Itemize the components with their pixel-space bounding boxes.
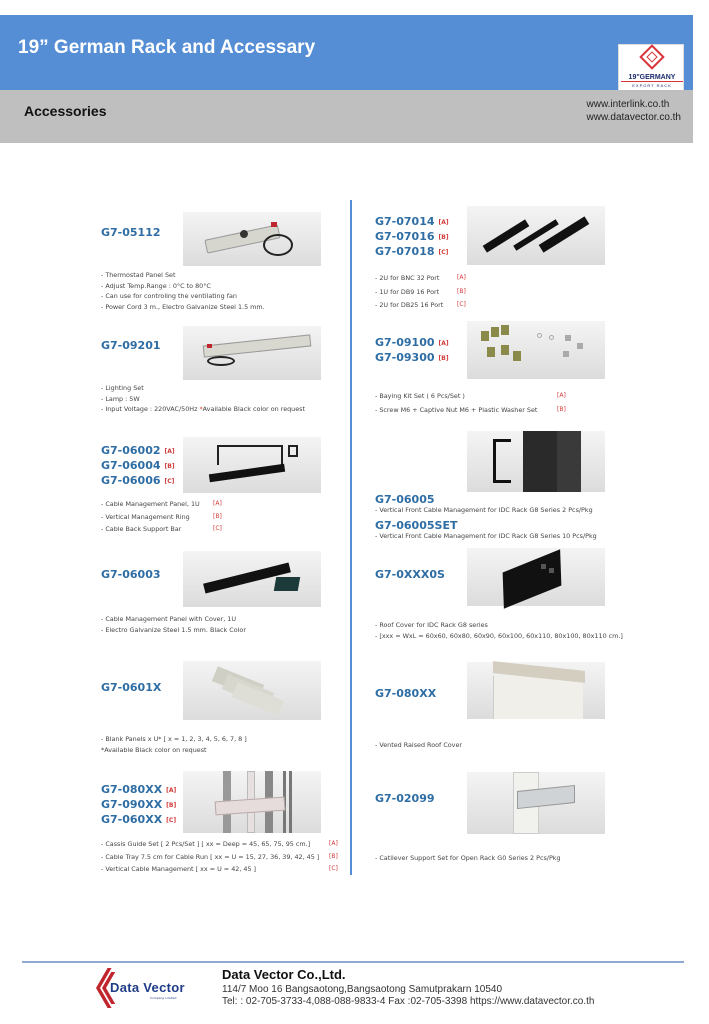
product-code-list: [101, 339, 161, 353]
variant-tag: [C]: [213, 525, 222, 532]
logo-sub: EXPORT RACK: [632, 83, 672, 88]
desc-line: - Lamp : 5W: [101, 394, 140, 403]
variant-tag: [B]: [557, 405, 566, 413]
desc-line: - Blank Panels x U* [ x = 1, 2, 3, 4, 5, 6, 7, 8 ]: [101, 735, 247, 743]
product-description: [375, 505, 593, 516]
desc-note: Available Black color on request: [202, 405, 306, 413]
column-divider: [350, 200, 352, 875]
data-vector-logo: [90, 968, 200, 1014]
desc-line: - Cable Management Panel, 1U: [101, 500, 200, 508]
product-code: G7-060XX [C]: [101, 813, 177, 826]
product-code: G7-06005: [375, 493, 435, 506]
section-title: Accessories: [24, 103, 107, 119]
variant-tag: [A]: [164, 448, 175, 455]
variant-tag: [B]: [438, 234, 449, 241]
asterisk: *: [199, 405, 203, 413]
section-bar: [0, 90, 693, 143]
page-title: 19” German Rack and Accessary: [18, 37, 316, 58]
port-panels-image: [467, 206, 605, 265]
desc-line: - Catilever Support Set for Open Rack G0 Series 2 Pcs/Pkg: [375, 854, 561, 862]
desc-line: - Vertical Front Cable Management for IDC Rack G8 Series 10 Pcs/Pkg: [375, 532, 597, 540]
product-description: [375, 740, 462, 751]
product-code-list: [375, 792, 435, 806]
product-description: [101, 383, 305, 415]
product-code: G7-05112: [101, 226, 161, 239]
variant-tag: [A]: [213, 500, 222, 507]
lighting-set-image: [183, 326, 321, 380]
logo-text: Data Vector: [110, 980, 185, 995]
company-name: Data Vector Co.,Ltd.: [222, 967, 346, 982]
product-code: G7-080XX [A]: [101, 783, 177, 796]
product-description: [101, 614, 246, 635]
variant-tag: [B]: [213, 512, 222, 520]
product-code-list: [375, 568, 445, 582]
product-code: G7-080XX: [375, 687, 437, 700]
variant-tag: [A]: [166, 787, 177, 794]
desc-text: - Input Voltage : 220VAC/50Hz: [101, 405, 200, 413]
cassis-guide-image: [183, 771, 321, 833]
baying-kit-image: [467, 321, 605, 379]
contact-line: Tel: : 02-705-3733-4,088-088-9833-4 Fax :02-705-3398 https://www.datavector.co.th: [222, 996, 595, 1007]
variant-tag: [A]: [457, 274, 466, 281]
product-description: [101, 839, 338, 875]
product-description: [375, 273, 466, 311]
desc-line: [101, 404, 305, 415]
desc-line: - Vented Raised Roof Cover: [375, 741, 463, 749]
desc-line: - Power Cord 3 m., Electro Galvanize Steel 1.5 mm.: [101, 302, 265, 311]
vented-roof-image: [467, 662, 605, 719]
desc-line: - Screw M6 + Captive Nut M6 + Plastic Washer Set: [375, 405, 538, 414]
desc-line: - Cable Management Panel with Cover, 1U: [101, 615, 237, 623]
product-description: [375, 531, 597, 542]
catilever-support-image: [467, 772, 605, 834]
variant-tag: [C]: [438, 249, 449, 256]
thermostat-panel-image: [183, 212, 321, 266]
variant-tag: [A]: [438, 340, 449, 347]
product-code: G7-06003: [101, 568, 161, 581]
variant-tag: [A]: [557, 392, 566, 399]
product-description: [375, 391, 566, 415]
variant-tag: [B]: [166, 802, 177, 809]
product-code-list: [101, 568, 161, 582]
logo-brand: 19"GERMANY: [621, 74, 683, 82]
product-code: G7-09300 [B]: [375, 351, 449, 364]
product-code-list: [101, 226, 161, 240]
desc-line: - Cassis Guide Set [ 2 Pcs/Set ] [ xx = Deep = 45, 65, 75, 95 cm.]: [101, 840, 311, 848]
product-description: [101, 270, 265, 312]
desc-line: - 1U for DB9 16 Port: [375, 287, 440, 296]
variant-tag: [A]: [438, 219, 449, 226]
desc-line: - Can use for controling the ventilating fan: [101, 292, 237, 300]
variant-tag: [B]: [438, 355, 449, 362]
product-code: G7-07016 [B]: [375, 230, 449, 243]
product-description: [101, 734, 247, 755]
product-code-list: [101, 681, 161, 695]
variant-tag: [C]: [164, 478, 175, 485]
product-code-list: [375, 687, 436, 701]
germany-rack-logo: [618, 44, 684, 91]
product-description: [375, 620, 623, 641]
url-interlink[interactable]: www.interlink.co.th: [586, 99, 670, 110]
product-code-list: [375, 215, 449, 260]
footer-divider: [22, 961, 684, 963]
variant-tag: [B]: [164, 463, 175, 470]
cable-panel-cover-image: [183, 551, 321, 607]
product-code-list: [101, 444, 175, 489]
variant-tag: [C]: [166, 817, 177, 824]
product-code: G7-0XXX0S: [375, 568, 445, 581]
cube-diamond-icon: [639, 44, 664, 69]
logo-sub: Company Limited: [150, 996, 177, 1000]
company-contact: [222, 984, 594, 1008]
product-description: [101, 499, 222, 535]
variant-tag: [C]: [457, 301, 466, 308]
desc-line: - Electro Galvanize Steel 1.5 mm. Black Color: [101, 625, 246, 634]
product-code: G7-06002 [A]: [101, 444, 175, 457]
product-code: G7-06006 [C]: [101, 474, 175, 487]
desc-line: - Vertical Front Cable Management for IDC Rack G8 Series 2 Pcs/Pkg: [375, 506, 593, 514]
product-code-list: [101, 783, 176, 828]
desc-line: - Baying Kit Set ( 6 Pcs/Set ): [375, 392, 465, 400]
desc-line: - Vertical Cable Management [ xx = U = 42, 45 ]: [101, 865, 257, 873]
variant-tag: [C]: [329, 865, 338, 872]
desc-line: - 2U for DB25 16 Port: [375, 301, 444, 309]
address-line: 114/7 Moo 16 Bangsaotong,Bangsaotong Samutprakarn 10540: [222, 984, 503, 995]
variant-tag: [B]: [457, 287, 466, 295]
desc-line: - [xxx = WxL = 60x60, 60x80, 60x90, 60x100, 60x110, 80x100, 80x110 cm.]: [375, 631, 623, 640]
desc-line: *Available Black color on request: [101, 745, 207, 754]
product-description: [375, 853, 561, 864]
product-code: G7-02099: [375, 792, 435, 805]
blank-panels-image: [183, 661, 321, 720]
variant-tag: [B]: [329, 852, 338, 860]
desc-line: - Adjust Temp.Range : 0°C to 80°C: [101, 281, 211, 290]
header-banner: [0, 15, 693, 90]
desc-line: - Thermostad Panel Set: [101, 271, 176, 279]
url-datavector[interactable]: www.datavector.co.th: [586, 112, 681, 123]
vertical-front-cable-image: [467, 431, 605, 492]
desc-line: - Cable Back Support Bar: [101, 525, 182, 533]
desc-line: - Lighting Set: [101, 384, 144, 392]
website-links: [587, 98, 682, 124]
product-code: G7-09100 [A]: [375, 336, 449, 349]
desc-line: - 2U for BNC 32 Port: [375, 274, 440, 282]
product-code: G7-090XX [B]: [101, 798, 177, 811]
variant-tag: [A]: [329, 840, 338, 847]
product-code: G7-07014 [A]: [375, 215, 449, 228]
desc-line: - Roof Cover for IDC Rack G8 series: [375, 621, 488, 629]
roof-cover-image: [467, 548, 605, 606]
product-code: G7-09201: [101, 339, 161, 352]
cable-management-panel-image: [183, 437, 321, 493]
product-code-list: [375, 336, 449, 366]
product-code: G7-06005SET: [375, 519, 458, 532]
desc-line: - Vertical Management Ring: [101, 512, 190, 521]
product-code: G7-07018 [C]: [375, 245, 449, 258]
desc-line: - Cable Tray 7.5 cm for Cable Run [ xx = U = 15, 27, 36, 39, 42, 45 ]: [101, 852, 320, 861]
product-code: G7-0601X: [101, 681, 162, 694]
product-code: G7-06004 [B]: [101, 459, 175, 472]
